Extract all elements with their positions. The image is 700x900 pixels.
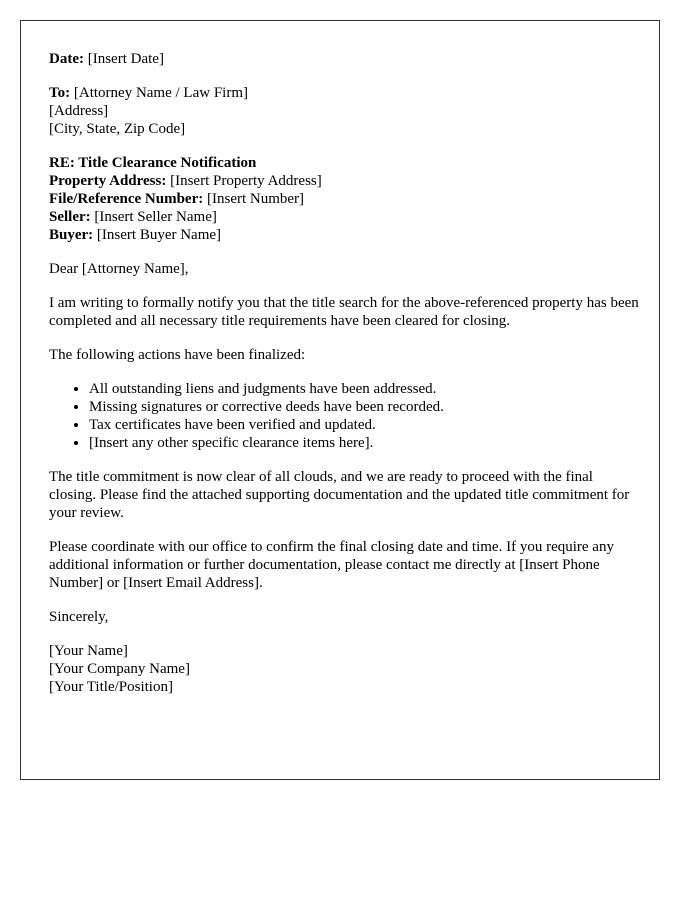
property-label: Property Address: [49,173,167,189]
seller-value: [Insert Seller Name] [94,209,217,225]
to-label: To: [49,85,71,101]
buyer-label: Buyer: [49,227,94,243]
letter-content [49,50,639,712]
action-item: • Missing signatures or corrective deeds have been recorded. [89,398,639,416]
file-number-label: File/Reference Number: [49,191,204,207]
valediction: Sincerely, [49,609,109,625]
actions-intro: The following actions have been finalized: [49,347,306,363]
action-item: • [Insert any other specific clearance items here]. [89,434,639,452]
property-line [49,172,639,190]
recipient-address: [Address] [49,103,109,119]
recipient-city: [City, State, Zip Code] [49,121,186,137]
property-value: [Insert Property Address] [170,173,322,189]
signer-company: [Your Company Name] [49,661,190,677]
intro-paragraph: I am writing to formally notify you that the title search for the above-referenced property has been completed and all necessary title requirements have been cleared for closing. [49,295,639,329]
signer-name: [Your Name] [49,643,128,659]
recipient-name-line [49,84,639,102]
commitment-paragraph: The title commitment is now clear of all clouds, and we are ready to proceed with the final closing. Please find the attached supporting documentation and the updated title commitment for your review. [49,469,630,521]
salutation: Dear [Attorney Name], [49,261,189,277]
date-label: Date: [49,51,84,67]
signature-block [49,642,639,696]
recipient-block [49,84,639,138]
buyer-value: [Insert Buyer Name] [96,227,222,243]
buyer-line [49,226,639,244]
signer-title: [Your Title/Position] [49,679,173,695]
action-item: • All outstanding liens and judgments have been addressed. [89,380,639,398]
seller-label: Seller: [49,209,91,225]
file-number-line [49,190,639,208]
file-number-value: [Insert Number] [207,191,305,207]
reference-block [49,154,639,244]
action-item: • Tax certificates have been verified and updated. [89,416,639,434]
letter-page [20,20,660,780]
actions-list [49,380,639,452]
seller-line [49,208,639,226]
date-value: [Insert Date] [87,51,164,67]
coordinate-paragraph: Please coordinate with our office to confirm the final closing date and time. If you require any additional information or further documentation, please contact me directly at [Insert Phone Number] or [Insert Email Address]. [49,539,614,591]
subject-line: RE: Title Clearance Notification [49,155,257,171]
date-line [49,50,639,68]
recipient-name: [Attorney Name / Law Firm] [73,85,248,101]
